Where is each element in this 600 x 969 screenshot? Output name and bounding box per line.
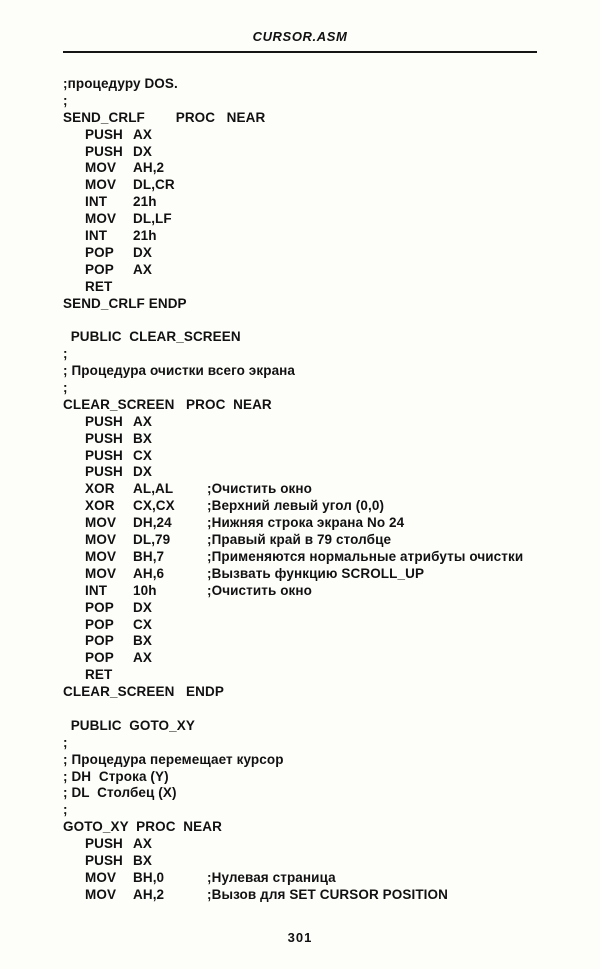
code-line: SEND_CRLF ENDP xyxy=(63,295,187,311)
operand: AX xyxy=(133,126,152,142)
code-line xyxy=(63,701,600,718)
header-divider xyxy=(63,51,537,53)
inline-comment: ;Нижняя строка экрана No 24 xyxy=(207,515,405,531)
code-line xyxy=(63,870,600,887)
operand: DX xyxy=(133,464,152,480)
code-line xyxy=(63,617,600,634)
code-line xyxy=(63,667,600,684)
operand: BH,0 xyxy=(133,869,165,885)
opcode: RET xyxy=(85,278,113,294)
code-line xyxy=(63,481,600,498)
code-line: GOTO_XY PROC NEAR xyxy=(63,819,222,835)
code-line xyxy=(63,836,600,853)
code-line: SEND_CRLF PROC NEAR xyxy=(63,109,266,125)
code-line xyxy=(63,144,600,161)
opcode: MOV xyxy=(85,177,117,193)
code-line xyxy=(63,448,600,465)
code-line xyxy=(63,127,600,144)
page-header-title: CURSOR.ASM xyxy=(252,29,348,44)
code-line: PUBLIC CLEAR_SCREEN xyxy=(63,329,241,345)
operand: DX xyxy=(133,143,152,159)
operand: DX xyxy=(133,599,152,615)
code-line xyxy=(63,532,600,549)
code-line xyxy=(63,177,600,194)
code-line xyxy=(63,194,600,211)
code-line: ; xyxy=(63,802,68,818)
opcode: PUSH xyxy=(85,836,123,852)
code-line: ; Процедура очистки всего экрана xyxy=(63,363,296,379)
operand: AX xyxy=(133,836,152,852)
code-listing xyxy=(63,76,600,904)
code-line xyxy=(63,279,600,296)
opcode: MOV xyxy=(85,211,117,227)
opcode: PUSH xyxy=(85,413,123,429)
opcode: MOV xyxy=(85,548,117,564)
code-line xyxy=(63,515,600,532)
code-line xyxy=(63,211,600,228)
code-line xyxy=(63,312,600,329)
code-line xyxy=(63,262,600,279)
code-line xyxy=(63,566,600,583)
opcode: POP xyxy=(85,244,114,260)
opcode: POP xyxy=(85,633,114,649)
opcode: MOV xyxy=(85,565,117,581)
operand: CX xyxy=(133,616,152,632)
opcode: INT xyxy=(85,582,108,598)
code-line xyxy=(63,600,600,617)
operand: 21h xyxy=(133,194,157,210)
code-line xyxy=(63,498,600,515)
opcode: POP xyxy=(85,650,114,666)
operand: AH,6 xyxy=(133,565,165,581)
operand: AH,2 xyxy=(133,160,165,176)
operand: DL,79 xyxy=(133,532,171,548)
code-line: ; xyxy=(63,346,68,362)
code-line xyxy=(63,650,600,667)
opcode: MOV xyxy=(85,869,117,885)
opcode: PUSH xyxy=(85,464,123,480)
operand: DH,24 xyxy=(133,515,172,531)
opcode: MOV xyxy=(85,515,117,531)
code-line xyxy=(63,228,600,245)
opcode: MOV xyxy=(85,160,117,176)
code-line xyxy=(63,431,600,448)
code-line: CLEAR_SCREEN ENDP xyxy=(63,684,224,700)
code-line xyxy=(63,549,600,566)
opcode: PUSH xyxy=(85,126,123,142)
operand: 21h xyxy=(133,228,157,244)
code-line: ; DH Строка (Y) xyxy=(63,768,169,784)
code-line: CLEAR_SCREEN PROC NEAR xyxy=(63,396,272,412)
operand: CX,CX xyxy=(133,498,175,514)
operand: 10h xyxy=(133,582,157,598)
inline-comment: ;Применяются нормальные атрибуты очистки xyxy=(207,548,524,564)
code-line xyxy=(63,887,600,904)
operand: AX xyxy=(133,650,152,666)
code-line: ; DL Столбец (X) xyxy=(63,785,177,801)
inline-comment: ;Правый край в 79 столбце xyxy=(207,532,392,548)
code-line xyxy=(63,583,600,600)
opcode: POP xyxy=(85,599,114,615)
opcode: POP xyxy=(85,616,114,632)
code-line: ; Процедура перемещает курсор xyxy=(63,751,284,767)
operand: BX xyxy=(133,852,152,868)
operand: DL,CR xyxy=(133,177,175,193)
code-line: ;процедуру DOS. xyxy=(63,76,178,91)
opcode: MOV xyxy=(85,886,117,902)
operand: DX xyxy=(133,244,152,260)
operand: AL,AL xyxy=(133,481,174,497)
opcode: PUSH xyxy=(85,430,123,446)
code-line xyxy=(63,414,600,431)
operand: BX xyxy=(133,633,152,649)
opcode: INT xyxy=(85,228,108,244)
operand: AX xyxy=(133,261,152,277)
code-line xyxy=(63,245,600,262)
opcode: RET xyxy=(85,667,113,683)
operand: DL,LF xyxy=(133,211,172,227)
code-line: PUBLIC GOTO_XY xyxy=(63,717,195,733)
inline-comment: ;Очистить окно xyxy=(207,582,313,598)
inline-comment: ;Очистить окно xyxy=(207,481,313,497)
opcode: PUSH xyxy=(85,852,123,868)
opcode: PUSH xyxy=(85,447,123,463)
inline-comment: ;Вызов для SET CURSOR POSITION xyxy=(207,886,448,902)
code-line: ; xyxy=(63,380,68,396)
opcode: PUSH xyxy=(85,143,123,159)
code-line: ; xyxy=(63,92,68,108)
code-line xyxy=(63,633,600,650)
operand: AX xyxy=(133,413,152,429)
operand: BX xyxy=(133,430,152,446)
opcode: XOR xyxy=(85,498,115,514)
inline-comment: ;Вызвать функцию SCROLL_UP xyxy=(207,565,425,581)
code-line xyxy=(63,853,600,870)
code-line: ; xyxy=(63,734,68,750)
code-line xyxy=(63,464,600,481)
inline-comment: ;Верхний левый угол (0,0) xyxy=(207,498,385,514)
opcode: XOR xyxy=(85,481,115,497)
opcode: MOV xyxy=(85,532,117,548)
operand: CX xyxy=(133,447,152,463)
operand: AH,2 xyxy=(133,886,165,902)
page-number: 301 xyxy=(287,930,313,945)
opcode: INT xyxy=(85,194,108,210)
inline-comment: ;Нулевая страница xyxy=(207,869,336,885)
opcode: POP xyxy=(85,261,114,277)
operand: BH,7 xyxy=(133,548,165,564)
code-line xyxy=(63,160,600,177)
